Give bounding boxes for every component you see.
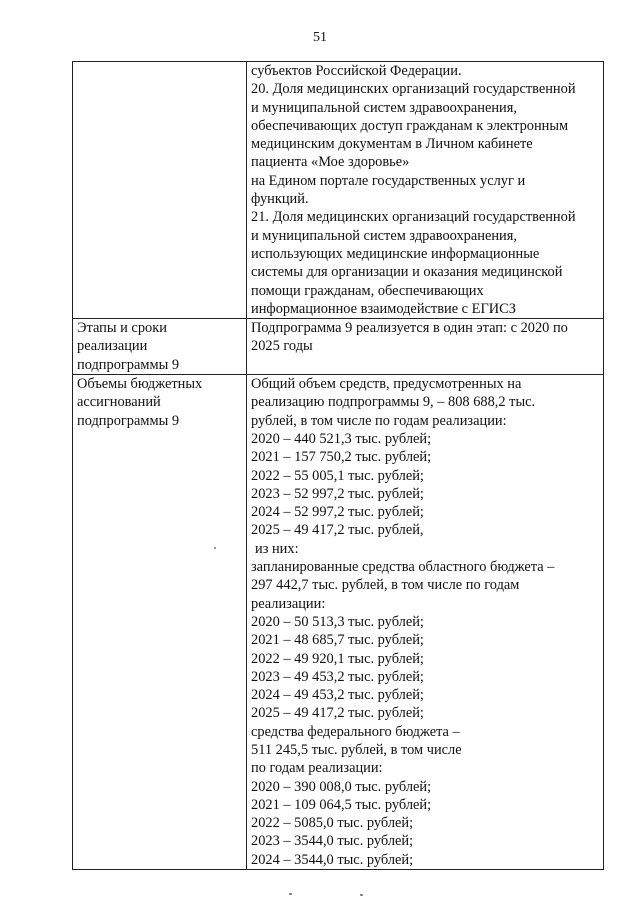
label-cell [73, 62, 247, 319]
text-line: 2021 – 48 685,7 тыс. рублей; [251, 632, 424, 649]
text-line: 511 245,5 тыс. рублей, в том числе [251, 741, 462, 758]
text-line: 2023 – 52 997,2 тыс. рублей; [251, 485, 424, 502]
content-cell [247, 62, 604, 319]
scan-speck [360, 894, 363, 896]
text-line: 2020 – 50 513,3 тыс. рублей; [251, 613, 424, 630]
text-line: на Едином портале государственных услуг и [251, 172, 526, 189]
table-row-stages [73, 319, 604, 375]
text-line: рублей, в том числе по годам реализации: [251, 412, 507, 429]
text-line: обеспечивающих доступ гражданам к электронным [251, 117, 569, 134]
text-line: 2021 – 157 750,2 тыс. рублей; [251, 449, 432, 466]
text-line: реализации: [251, 595, 326, 612]
text-line: средства федерального бюджета – [251, 723, 460, 740]
text-line: 2025 годы [251, 338, 313, 355]
text-line: 2020 – 440 521,3 тыс. рублей; [251, 430, 432, 447]
text-line: и муниципальной систем здравоохранения, [251, 99, 517, 116]
label-cell [73, 319, 247, 375]
label-line: Объемы бюджетных [77, 376, 203, 393]
text-line: 2024 – 3544,0 тыс. рублей; [251, 851, 414, 868]
program-passport-table [72, 61, 604, 870]
text-line: 2025 – 49 417,2 тыс. рублей, [251, 522, 424, 539]
text-line: системы для организации и оказания медицинской [251, 264, 563, 281]
text-line: использующих медицинские информационные [251, 245, 540, 262]
text-line: и муниципальной систем здравоохранения, [251, 227, 517, 244]
scan-speck [214, 547, 216, 549]
label-cell [73, 375, 247, 870]
text-line: пациента «Мое здоровье» [251, 154, 410, 171]
text-line: запланированные средства областного бюджета – [251, 559, 555, 576]
table-row-indicators [73, 62, 604, 319]
text-line: 20. Доля медицинских организаций государственной [251, 81, 576, 98]
text-line: 2025 – 49 417,2 тыс. рублей; [251, 705, 424, 722]
text-line: помощи гражданам, обеспечивающих [251, 282, 484, 299]
text-line: 2022 – 55 005,1 тыс. рублей; [251, 467, 424, 484]
text-line: функций. [251, 191, 309, 208]
text-line: 21. Доля медицинских организаций государственной [251, 209, 576, 226]
content-cell [247, 375, 604, 870]
text-line: 297 442,7 тыс. рублей, в том числе по годам [251, 577, 520, 594]
label-line: ассигнований [77, 394, 161, 411]
text-line: 2020 – 390 008,0 тыс. рублей; [251, 778, 432, 795]
scan-speck [289, 893, 292, 895]
label-line: подпрограммы 9 [77, 356, 180, 373]
text-line: 2023 – 3544,0 тыс. рублей; [251, 833, 414, 850]
text-line: 2024 – 49 453,2 тыс. рублей; [251, 687, 424, 704]
label-line: подпрограммы 9 [77, 412, 180, 429]
text-line: из них: [255, 540, 299, 557]
text-line: информационное взаимодействие с ЕГИСЗ [251, 300, 516, 317]
text-line: субъектов Российской Федерации. [251, 63, 462, 79]
text-line: Общий объем средств, предусмотренных на [251, 376, 522, 393]
label-line: Этапы и сроки [77, 320, 167, 337]
text-line: 2024 – 52 997,2 тыс. рублей; [251, 504, 424, 521]
text-line: 2023 – 49 453,2 тыс. рублей; [251, 668, 424, 685]
text-line: 2022 – 5085,0 тыс. рублей; [251, 815, 414, 832]
text-line: 2021 – 109 064,5 тыс. рублей; [251, 796, 432, 813]
content-cell [247, 319, 604, 375]
text-line: по годам реализации: [251, 760, 383, 777]
text-line: Подпрограмма 9 реализуется в один этап: с 2020 по [251, 320, 568, 337]
text-line: реализацию подпрограммы 9, – 808 688,2 тыс. [251, 394, 536, 411]
text-line: 2022 – 49 920,1 тыс. рублей; [251, 650, 424, 667]
text-line: медицинским документам в Личном кабинете [251, 136, 533, 153]
page-number: 51 [313, 30, 327, 45]
label-line: реализации [77, 338, 148, 355]
table-row-budget [73, 375, 604, 870]
